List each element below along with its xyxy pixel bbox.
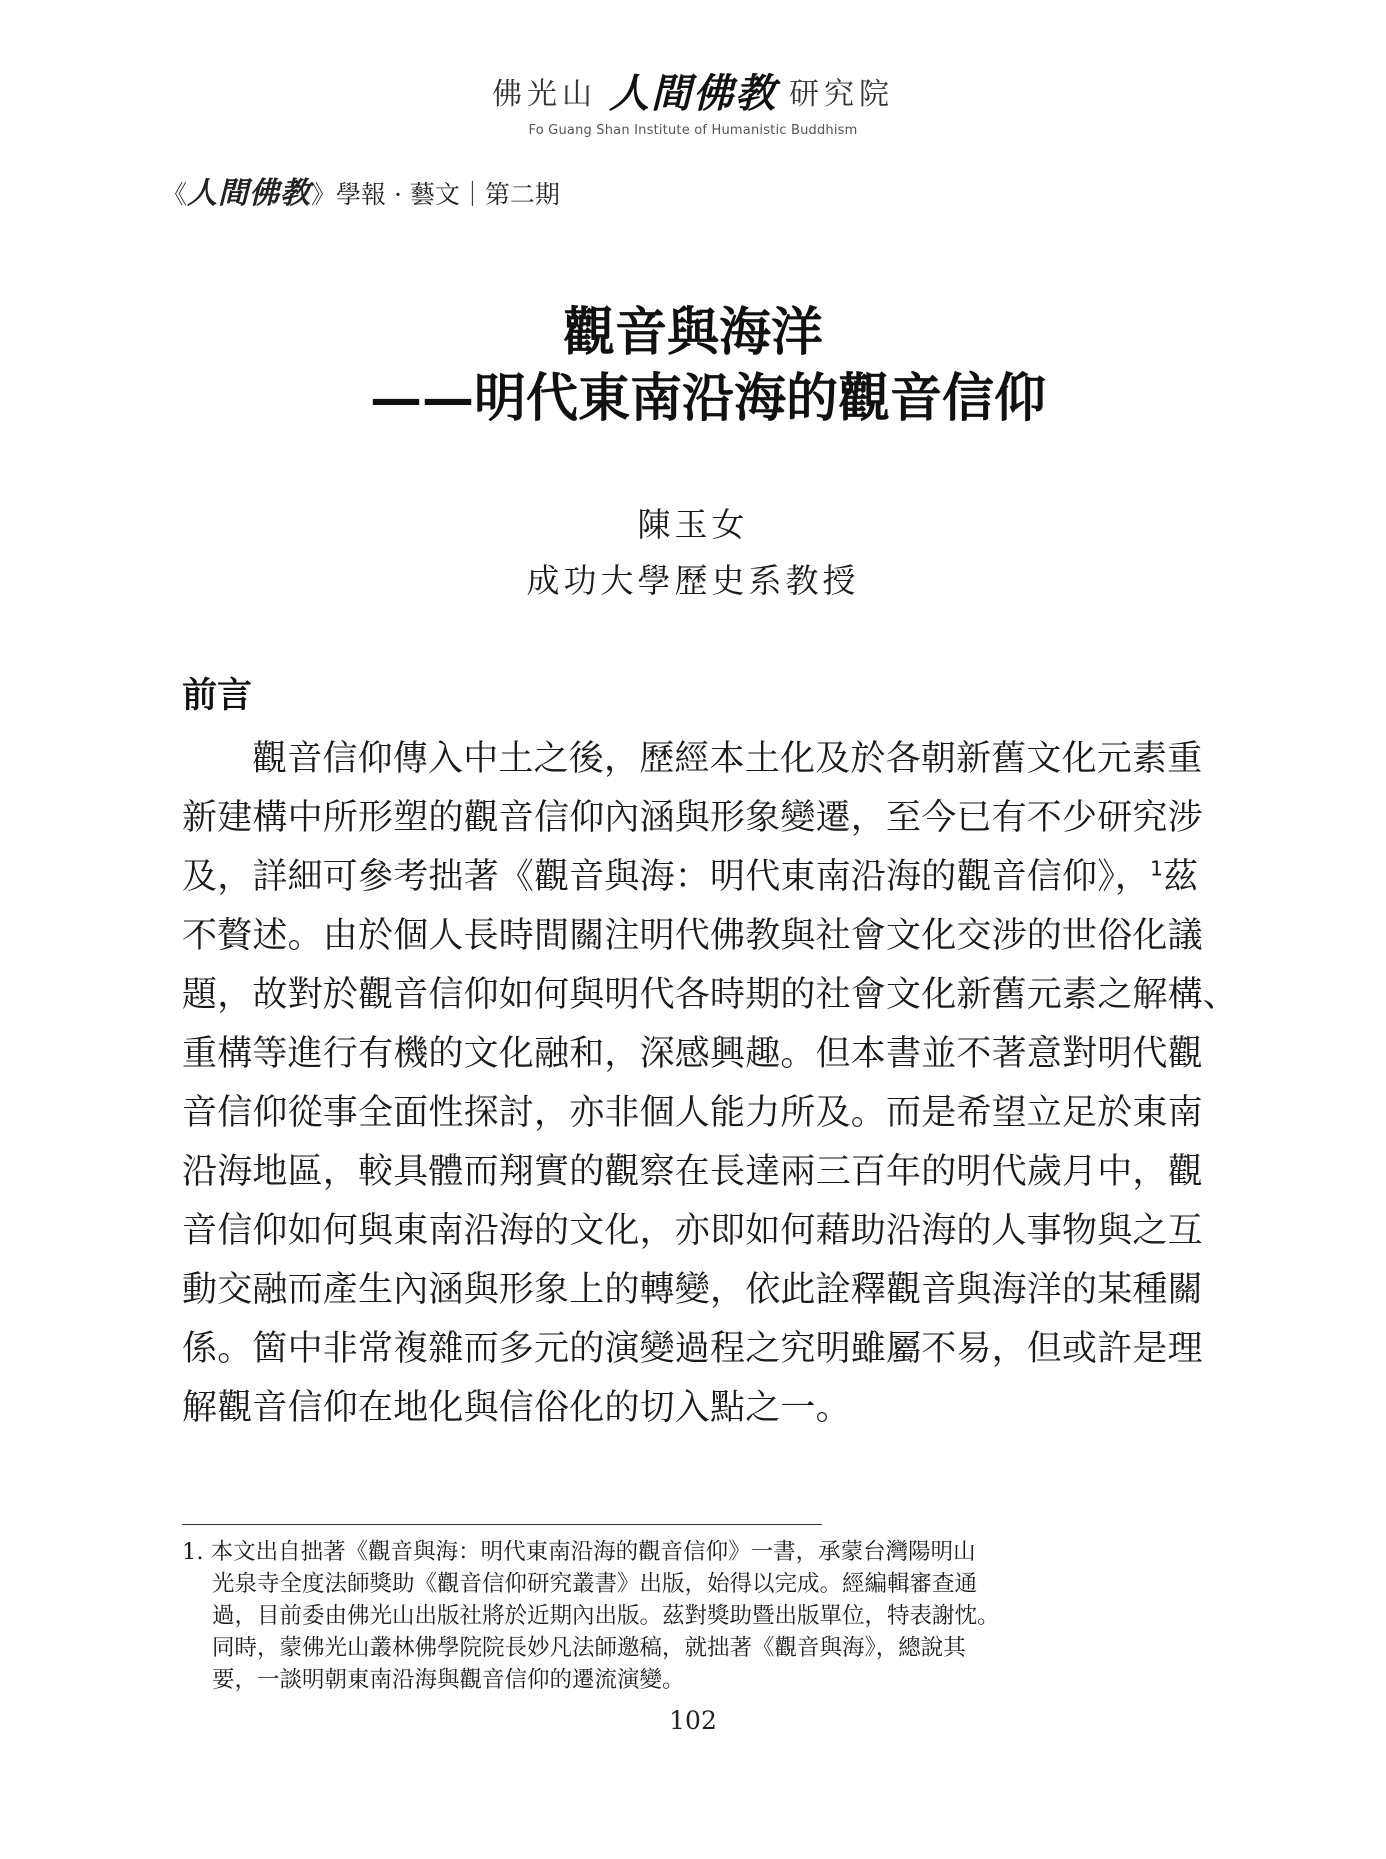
author-block xyxy=(0,497,1386,609)
page-number: 102 xyxy=(669,1706,717,1735)
body-line: 不贅述。由於個人長時間關注明代佛教與社會文化交涉的世俗化議 xyxy=(182,916,1203,956)
footnote-line: 光泉寺全度法師獎助《觀音信仰研究叢書》出版，始得以完成。經編輯審查通 xyxy=(212,1571,978,1597)
footnote-reference[interactable]: 1 xyxy=(1150,856,1164,881)
body-line-text: 及，詳細可參考拙著《觀音與海：明代東南沿海的觀音信仰》， xyxy=(182,857,1151,897)
body-line: 動交融而產生內涵與形象上的轉變，依此詮釋觀音與海洋的某種關 xyxy=(182,1270,1203,1310)
section-heading: 前言 xyxy=(182,675,253,716)
footnote-line: 過，目前委由佛光山出版社將於近期內出版。茲對獎助暨出版單位，特表謝忱。 xyxy=(212,1603,1000,1629)
footnote-divider xyxy=(182,1524,822,1525)
body-line xyxy=(182,848,1199,907)
title-main: 觀音與海洋 xyxy=(562,302,823,363)
journal-issue-text: 》學報 · 藝文｜第二期 xyxy=(311,180,560,209)
page-header xyxy=(0,62,1386,138)
body-line: 音信仰從事全面性探討，亦非個人能力所及。而是希望立足於東南 xyxy=(182,1093,1203,1133)
journal-logo: 人間佛教 xyxy=(187,176,312,211)
author-affiliation: 成功大學歷史系教授 xyxy=(526,561,860,600)
body-line: 音信仰如何與東南沿海的文化，亦即如何藉助沿海的人事物與之互 xyxy=(182,1211,1203,1251)
body-line: 新建構中所形塑的觀音信仰內涵與形象變遷，至今已有不少研究涉 xyxy=(182,798,1203,838)
institute-left-text: 佛光山 xyxy=(492,76,597,112)
footnote xyxy=(182,1536,1186,1696)
body-line-tail: 茲 xyxy=(1163,857,1199,897)
body-line: 解觀音信仰在地化與信俗化的切入點之一。 xyxy=(182,1388,851,1428)
institute-english-name: Fo Guang Shan Institute of Humanistic Buddhism xyxy=(528,123,858,138)
article-title xyxy=(0,300,1386,432)
humanistic-buddhism-logo: 人間佛教 xyxy=(609,71,777,117)
institute-right-text: 研究院 xyxy=(789,76,894,112)
footnote-line: 1. 本文出自拙著《觀音與海：明代東南沿海的觀音信仰》一書，承蒙台灣陽明山 xyxy=(182,1539,976,1565)
body-line: 係。箇中非常複雜而多元的演變過程之究明雖屬不易，但或許是理 xyxy=(182,1329,1203,1369)
institute-name xyxy=(492,62,894,119)
title-subtitle: ——明代東南沿海的觀音信仰 xyxy=(369,368,1046,429)
footnote-line: 同時，蒙佛光山叢林佛學院院長妙凡法師邀稿，就拙著《觀音與海》，總說其 xyxy=(212,1635,966,1661)
body-paragraph xyxy=(182,730,1239,1438)
body-line: 沿海地區，較具體而翔實的觀察在長達兩三百年的明代歲月中，觀 xyxy=(182,1152,1203,1192)
body-line: 重構等進行有機的文化融和，深感興趣。但本書並不著意對明代觀 xyxy=(182,1034,1203,1074)
journal-running-head xyxy=(162,168,560,212)
author-name: 陳玉女 xyxy=(637,505,749,544)
body-line: 題，故對於觀音信仰如何與明代各時期的社會文化新舊元素之解構、 xyxy=(182,975,1239,1015)
body-line: 觀音信仰傳入中土之後，歷經本土化及於各朝新舊文化元素重 xyxy=(252,739,1203,779)
journal-open-bracket: 《 xyxy=(162,180,188,209)
footnote-line: 要，一談明朝東南沿海與觀音信仰的遷流演變。 xyxy=(212,1667,685,1693)
